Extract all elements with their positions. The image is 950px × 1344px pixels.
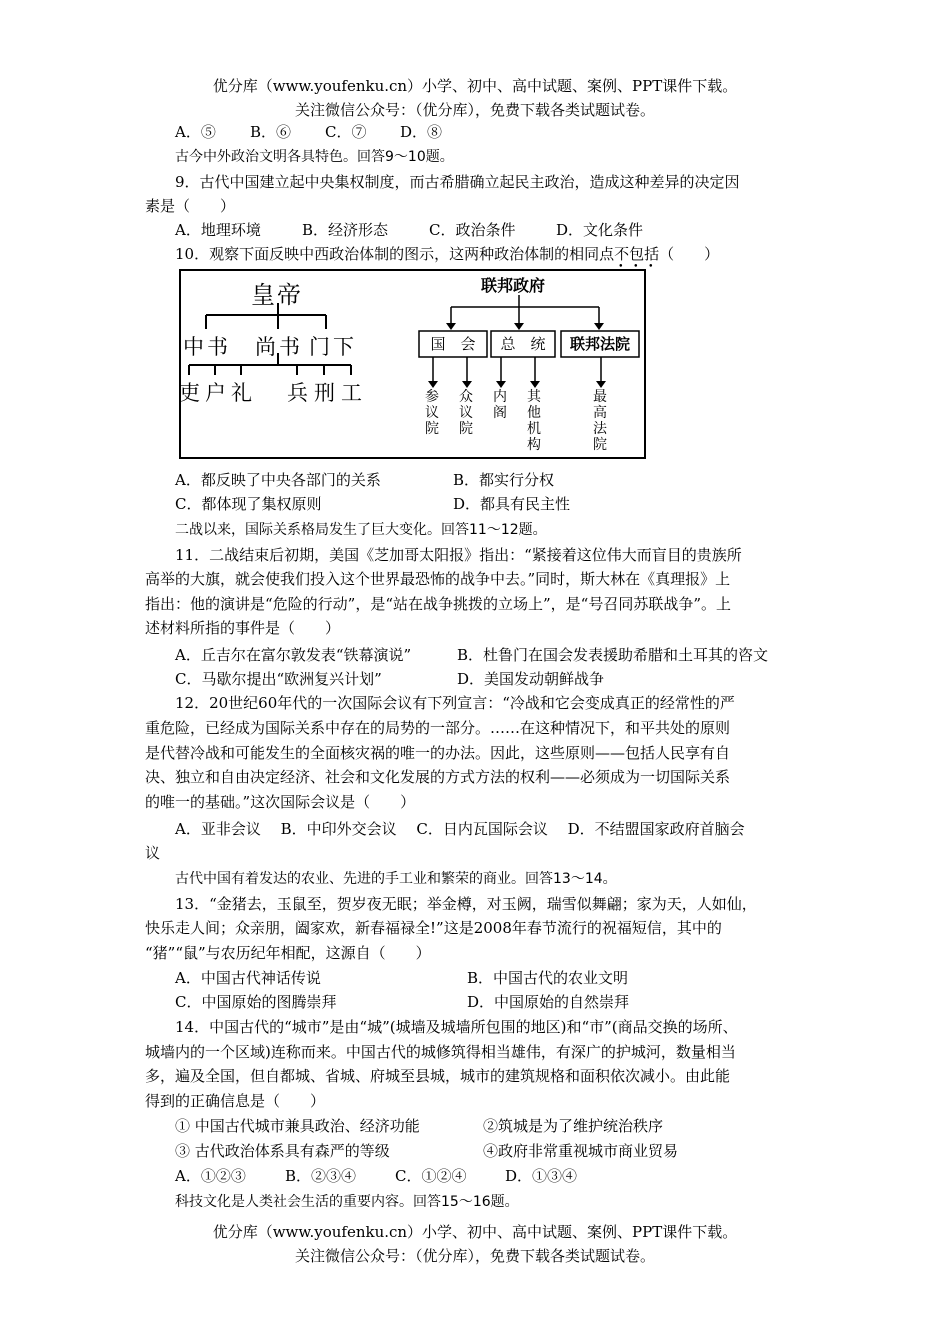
other-agencies-label: 其他机构	[527, 389, 541, 453]
senate-label: 参议院	[425, 389, 439, 437]
q12-stem-line-5: 的唯一的基础。”这次国际会议是（ ）	[145, 793, 416, 811]
q10-stem-text: 10．观察下面反映中西政治体制的图示，这两种政治体制的相同点	[175, 245, 615, 263]
political-system-diagram	[179, 269, 646, 459]
q11-options-row-2	[175, 667, 855, 691]
q12-stem-line-4: 决、独立和自由决定经济、社会和文化发展的方式方法的权利——必须成为一切国际关系	[145, 768, 731, 786]
q12-options: A．亚非会议 B．中印外交会议 C．日内瓦国际会议 D．不结盟国家政府首脑会	[175, 820, 745, 838]
q8-option-c: C．⑦	[325, 123, 367, 141]
q13-stem-line-2: 快乐走人间；众亲朋，阖家欢，新春福禄全!”这是2008年春节流行的祝福短信，其中的	[145, 919, 722, 937]
federal-court-label: 联邦法院	[569, 335, 630, 353]
q14-statements-row-2	[175, 1139, 855, 1163]
president-label: 总 统	[500, 335, 546, 353]
q11-option-c: C．马歇尔提出“欧洲复兴计划”	[175, 670, 382, 688]
congress-label: 国 会	[430, 335, 476, 353]
q12-stem-line-3: 是代替冷战和可能发生的全面核灾祸的唯一的办法。因此，这些原则——包括人民享有自	[145, 744, 731, 762]
q9-option-c: C．政治条件	[429, 221, 516, 239]
header-line-2: 关注微信公众号：（优分库），免费下载各类试题试卷。	[294, 101, 655, 119]
q10-stem-blank: （ ）	[659, 245, 720, 263]
shangshu-label: 尚书	[255, 335, 303, 359]
q10-emphasis-char-1: 不	[614, 245, 630, 263]
cabinet-label: 内阁	[493, 389, 507, 421]
q13-stem-line-1: 13．“金猪去，玉鼠至，贺岁夜无眠；举金樽，对玉阙，瑞雪似舞翩；家为天，人如仙，	[175, 895, 757, 913]
ministry-xing-label: 刑	[314, 381, 335, 405]
q11-stem-line-3: 指出：他的演讲是“危险的行动”，是“站在战争挑拨的立场上”，是“号召同苏联战争”。上	[145, 595, 732, 613]
q14-statement-2: ②筑城是为了维护统治秩序	[483, 1117, 664, 1135]
q13-options-row-1	[175, 966, 855, 990]
q14-option-b: B．②③④	[285, 1167, 357, 1185]
arrow-court	[594, 323, 604, 330]
zhongshu-label: 中书	[183, 335, 231, 359]
q14-statements-row-1	[175, 1114, 855, 1138]
menxia-label: 门下	[309, 335, 357, 359]
q11-stem-line-2: 高举的大旗，就会使我们投入这个世界最恐怖的战争中去。”同时，斯大林在《真理报》上	[145, 570, 731, 588]
q8-option-a: A．⑤	[175, 123, 216, 141]
q14-options	[175, 1164, 855, 1188]
q10-option-a: A．都反映了中央各部门的关系	[175, 471, 381, 489]
q13-option-a: A．中国古代神话传说	[175, 969, 321, 987]
q10-option-d: D．都具有民主性	[453, 495, 571, 513]
q11-options-row-1	[175, 643, 855, 667]
q10-emphasis-char-2: 包	[629, 245, 645, 263]
q10-option-c: C．都体现了集权原则	[175, 495, 322, 513]
q12-stem-line-2: 重危险，已经成为国际关系中存在的局势的一部分。……在这种情况下，和平共处的原则	[145, 719, 731, 737]
q9-stem-line-2: 素是（ ）	[145, 197, 236, 215]
q14-option-a: A．①②③	[175, 1167, 246, 1185]
q14-statement-4: ④政府非常重视城市商业贸易	[483, 1142, 679, 1160]
q9-option-d: D．文化条件	[556, 221, 644, 239]
ministry-bing-label: 兵	[287, 381, 308, 405]
arrow-agencies	[530, 381, 540, 388]
q13-option-b: B．中国古代的农业文明	[467, 969, 629, 987]
q14-statement-3: ③ 古代政治体系具有森严的等级	[175, 1142, 390, 1160]
house-label: 众议院	[459, 389, 473, 437]
section-intro-9-10: 古今中外政治文明各具特色。回答9～10题。	[175, 149, 454, 165]
q9-options	[175, 218, 855, 242]
q14-statement-1: ① 中国古代城市兼具政治、经济功能	[175, 1117, 420, 1135]
q9-option-b: B．经济形态	[302, 221, 389, 239]
q14-stem-line-3: 多，遍及全国，但自都城、省城、府城至县城，城市的建筑规格和面积依次减小。由此能	[145, 1067, 731, 1085]
supreme-court-label: 最高法院	[593, 389, 607, 453]
footer-line-2: 关注微信公众号：（优分库），免费下载各类试题试卷。	[294, 1247, 655, 1265]
q13-option-c: C．中国原始的图腾崇拜	[175, 993, 337, 1011]
q10-options-row-1	[175, 468, 855, 492]
header-line-1: 优分库（www.youfenku.cn）小学、初中、高中试题、案例、PPT课件下载。	[212, 77, 738, 95]
q10-emphasis-char-3: 括	[644, 245, 660, 263]
q11-option-d: D．美国发动朝鲜战争	[457, 670, 605, 688]
q12-options-wrap: 议	[145, 844, 161, 862]
q14-stem-line-2: 城墙内的一个区域)连称而来。中国古代的城修筑得相当雄伟，有深广的护城河，数量相当	[145, 1043, 736, 1061]
footer-line-1: 优分库（www.youfenku.cn）小学、初中、高中试题、案例、PPT课件下载。	[212, 1223, 738, 1241]
q8-options	[175, 120, 855, 144]
q11-option-b: B．杜鲁门在国会发表援助希腊和土耳其的咨文	[457, 646, 769, 664]
q13-options-row-2	[175, 990, 855, 1014]
arrow-cabinet	[496, 381, 506, 388]
ministry-hu-label: 户	[205, 381, 226, 405]
q9-option-a: A．地理环境	[175, 221, 261, 239]
q14-stem-line-4: 得到的正确信息是（ ）	[145, 1092, 326, 1110]
q13-option-d: D．中国原始的自然崇拜	[467, 993, 630, 1011]
q9-stem-line-1: 9．古代中国建立起中央集权制度，而古希腊确立起民主政治，造成这种差异的决定因	[175, 173, 740, 191]
arrow-president	[514, 323, 524, 330]
section-intro-15-16: 科技文化是人类社会生活的重要内容。回答15～16题。	[175, 1194, 519, 1210]
arrow-supreme	[596, 381, 606, 388]
federal-government-label: 联邦政府	[481, 276, 546, 295]
q10-options-row-2	[175, 492, 855, 516]
q11-stem-line-4: 述材料所指的事件是（ ）	[145, 619, 341, 637]
q11-stem-line-1: 11．二战结束后初期，美国《芝加哥太阳报》指出：“紧接着这位伟大而盲目的贵族所	[175, 546, 742, 564]
ministry-gong-label: 工	[341, 381, 362, 405]
ministry-li-rites-label: 礼	[231, 381, 252, 405]
arrow-house	[462, 381, 472, 388]
q11-option-a: A．丘吉尔在富尔敦发表“铁幕演说”	[175, 646, 412, 664]
ministry-li-personnel-label: 吏	[179, 381, 200, 405]
section-intro-11-12: 二战以来，国际关系格局发生了巨大变化。回答11～12题。	[175, 522, 547, 538]
q8-option-b: B．⑥	[250, 123, 292, 141]
q8-option-d: D．⑧	[400, 123, 443, 141]
section-intro-13-14: 古代中国有着发达的农业、先进的手工业和繁荣的商业。回答13～14。	[175, 871, 617, 887]
q14-option-d: D．①③④	[505, 1167, 578, 1185]
q14-option-c: C．①②④	[395, 1167, 467, 1185]
q12-stem-line-1: 12．20世纪60年代的一次国际会议有下列宣言：“冷战和它会变成真正的经常性的严	[175, 694, 735, 712]
q10-stem	[175, 242, 855, 266]
emperor-label: 皇帝	[251, 281, 303, 309]
arrow-congress	[446, 323, 456, 330]
q10-option-b: B．都实行分权	[453, 471, 555, 489]
q13-stem-line-3: “猪”“鼠”与农历纪年相配，这源自（ ）	[145, 944, 431, 962]
q14-stem-line-1: 14．中国古代的“城市”是由“城”(城墙及城墙所包围的地区)和“市”(商品交换的场所、	[175, 1018, 738, 1036]
arrow-senate	[428, 381, 438, 388]
